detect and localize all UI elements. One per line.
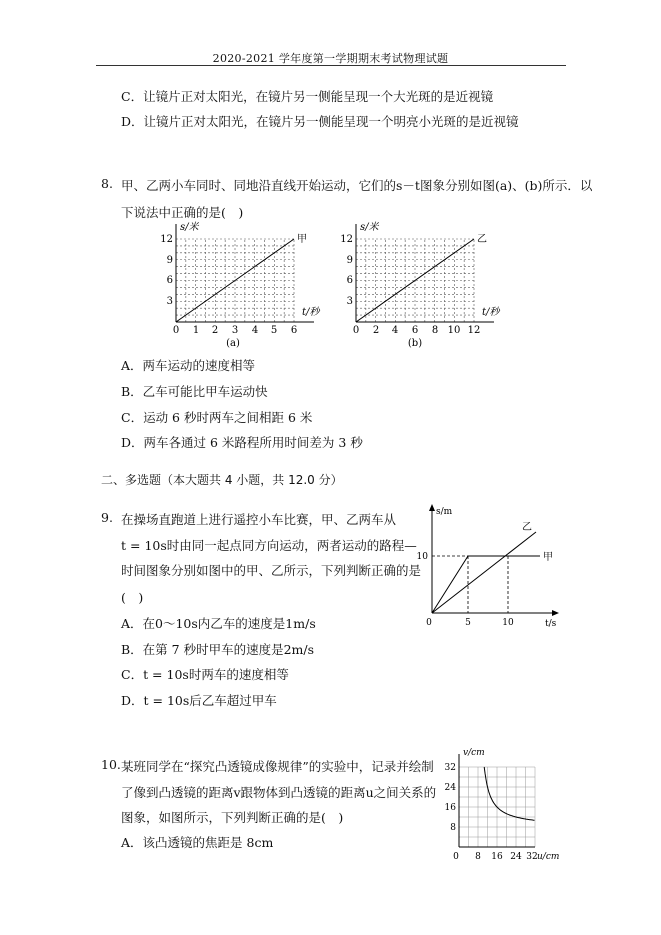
figure-q9-label-jia: 甲 xyxy=(543,552,553,563)
figure-b xyxy=(330,218,510,348)
page-header: 2020-2021 学年度第一学期期末考试物理试题 xyxy=(212,52,449,65)
figure-q10-xtick: 8 xyxy=(475,852,481,862)
figure-q10-xtick: 32 xyxy=(526,852,538,862)
q8-option-c: C．运动 6 秒时两车之间相距 6 米 xyxy=(121,410,313,425)
figure-a-ytick: 3 xyxy=(166,296,173,307)
figure-q10-ytick: 8 xyxy=(450,823,456,833)
figure-q9 xyxy=(412,502,572,630)
figure-q10-xlabel: u/cm xyxy=(537,852,560,862)
figure-a-xticks xyxy=(173,325,297,336)
q8-option-a: A．两车运动的速度相等 xyxy=(121,358,256,373)
figure-b-yticks xyxy=(340,234,353,307)
q10-stem-line2: 了像到凸透镜的距离v跟物体到凸透镜的距离u之间关系的 xyxy=(121,785,437,800)
figure-q10-ytick: 16 xyxy=(444,803,456,813)
section-heading: 二、多选题（本大题共 4 小题，共 12.0 分） xyxy=(101,473,343,487)
figure-q10-ytick: 24 xyxy=(444,783,456,793)
figure-b-ytick: 9 xyxy=(346,255,353,266)
figure-b-xtick: 8 xyxy=(431,325,439,336)
figure-q10-ytick: 32 xyxy=(444,763,456,773)
figure-a-caption: (a) xyxy=(226,338,240,348)
q7-option-c: C．让镜片正对太阳光，在镜片另一侧能呈现一个大光斑的是近视镜 xyxy=(121,89,494,104)
figure-b-xlabel: t/秒 xyxy=(482,307,500,318)
figure-b-xtick: 4 xyxy=(391,325,399,336)
figure-q10-xtick: 16 xyxy=(491,852,503,862)
figure-b-ylabel: s/米 xyxy=(360,222,379,233)
figure-a-xtick: 1 xyxy=(192,325,200,336)
figure-q10 xyxy=(436,746,564,866)
figure-a-xtick: 4 xyxy=(251,325,259,336)
header-rule xyxy=(96,65,566,66)
figure-a-ytick: 6 xyxy=(166,275,173,286)
figure-q9-xlabel: t/s xyxy=(545,619,557,629)
figure-q10-xtick: 24 xyxy=(510,852,522,862)
figure-q9-y-arrow xyxy=(429,504,435,511)
q9-stem-line1: 在操场直跑道上进行遥控小车比赛，甲、乙两车从 xyxy=(121,512,397,527)
q9-option-c: C．t = 10s时两车的速度相等 xyxy=(121,667,289,682)
figure-b-xtick: 12 xyxy=(467,325,481,336)
figure-a-xtick: 0 xyxy=(172,325,180,336)
figure-b-xtick: 0 xyxy=(352,325,360,336)
figure-q9-label-yi: 乙 xyxy=(522,522,532,533)
q9-option-d: D．t = 10s后乙车超过甲车 xyxy=(121,693,277,708)
q7-option-d: D．让镜片正对太阳光，在镜片另一侧能呈现一个明亮小光斑的是近视镜 xyxy=(121,114,519,129)
q9-stem-line4: ( ) xyxy=(121,590,144,605)
figure-q9-x-arrow xyxy=(552,610,559,616)
figure-q10-xtick: 0 xyxy=(453,852,459,862)
figure-q9-ylabel: s/m xyxy=(436,507,453,517)
figure-b-ytick: 6 xyxy=(346,275,353,286)
q10-stem-line3: 图象，如图所示，下列判断正确的是( ) xyxy=(121,810,344,825)
figure-a xyxy=(150,218,330,348)
figure-q10-ylabel: v/cm xyxy=(463,748,485,758)
figure-b-line-label: 乙 xyxy=(477,234,487,245)
figure-a-xtick: 3 xyxy=(231,325,239,336)
figure-a-yticks xyxy=(160,234,173,307)
q9-number: 9. xyxy=(101,510,113,525)
figure-b-ytick: 3 xyxy=(346,296,353,307)
figure-a-xtick: 6 xyxy=(290,325,298,336)
figure-b-ytick: 12 xyxy=(340,234,353,245)
figure-q9-line-yi xyxy=(432,532,536,613)
figure-a-xlabel: t/秒 xyxy=(302,307,320,318)
q9-option-a: A．在0～10s内乙车的速度是1m/s xyxy=(121,616,316,631)
q10-stem-line1: 某班同学在“探究凸透镜成像规律”的实验中，记录并绘制 xyxy=(121,759,434,774)
q8-stem-line1: 甲、乙两小车同时、同地沿直线开始运动，它们的s－t图象分别如图(a)、(b)所示．以 xyxy=(121,178,593,193)
figure-q10-curve xyxy=(484,767,534,820)
figure-a-xtick: 5 xyxy=(270,325,278,336)
q9-stem-line3: 时间图象分别如图中的甲、乙所示，下列判断正确的是 xyxy=(121,563,422,578)
figure-q9-xtick: 10 xyxy=(502,618,514,628)
figure-q10-xticks xyxy=(453,852,538,862)
figure-q10-yticks xyxy=(445,763,457,833)
figure-b-xtick: 10 xyxy=(447,325,461,336)
q9-stem-line2: t = 10s时由同一起点同方向运动，两者运动的路程— xyxy=(121,538,417,553)
q10-option-a: A．该凸透镜的焦距是 8cm xyxy=(121,835,274,850)
figure-b-xticks xyxy=(353,325,481,336)
figure-q9-xtick: 5 xyxy=(465,618,471,628)
figure-a-ytick: 12 xyxy=(160,234,173,245)
figure-a-ylabel: s/米 xyxy=(180,222,199,233)
figure-b-xtick: 6 xyxy=(411,325,419,336)
figure-b-xtick: 2 xyxy=(372,325,380,336)
figure-q9-line-jia xyxy=(432,556,540,613)
q8-number: 8. xyxy=(101,176,113,191)
figure-b-caption: (b) xyxy=(407,338,423,348)
q10-number: 10. xyxy=(101,757,121,772)
figure-q9-ytick: 10 xyxy=(416,552,428,562)
figure-a-line-label: 甲 xyxy=(297,234,307,245)
figure-q9-xtick: 0 xyxy=(426,618,432,628)
q8-option-b: B．乙车可能比甲车运动快 xyxy=(121,384,268,399)
figure-a-ytick: 9 xyxy=(166,255,173,266)
figure-a-xtick: 2 xyxy=(211,325,219,336)
q8-stem-line2: 下说法中正确的是( ) xyxy=(121,205,244,220)
q8-option-d: D．两车各通过 6 米路程所用时间差为 3 秒 xyxy=(121,435,363,450)
q9-option-b: B．在第 7 秒时甲车的速度是2m/s xyxy=(121,642,315,657)
